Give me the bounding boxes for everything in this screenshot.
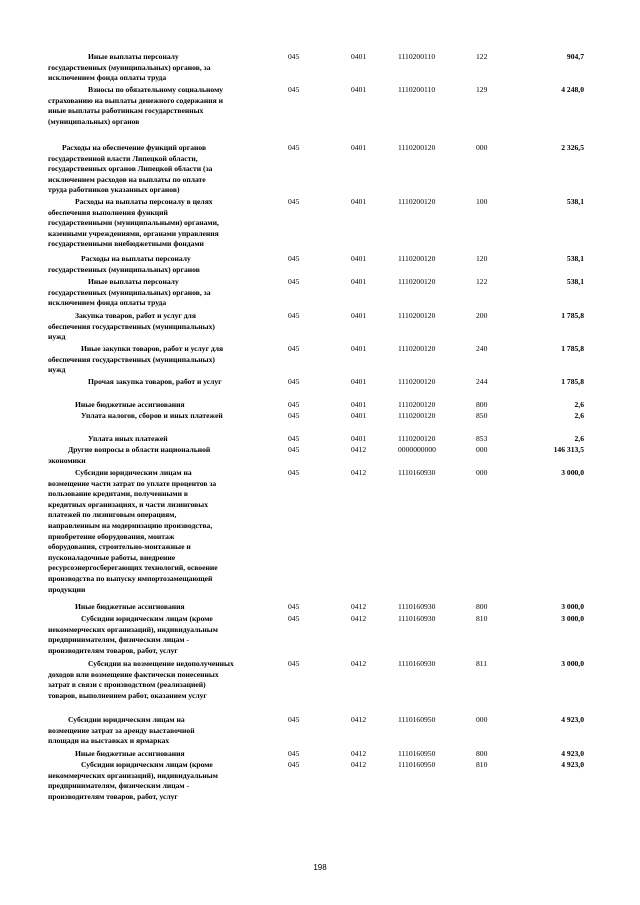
expense-type-code: 800 [476,602,488,611]
amount: 3 000,0 [561,659,584,668]
amount: 4 248,0 [561,85,584,94]
target-article-code: 1110200120 [398,377,436,386]
section-code: 0412 [351,659,367,668]
section-code: 0412 [351,445,367,454]
vedomstvo-code: 045 [288,760,300,769]
vedomstvo-code: 045 [288,468,300,477]
vedomstvo-code: 045 [288,254,300,263]
item-name: Иные бюджетные ассигнования [75,749,185,758]
target-article-code: 1110200120 [398,411,436,420]
target-article-code: 1110160950 [398,715,436,724]
target-article-code: 1110160930 [398,468,436,477]
amount: 538,1 [566,277,584,286]
item-name: Субсидии на возмещение недополученных доходов или возмещение фактически понесенных затрат в связи с производством (реализацией) товаров, выполнением работ, оказанием услуг [48,659,234,700]
target-article-code: 1110200120 [398,434,436,443]
section-code: 0401 [351,400,367,409]
amount: 1 785,8 [561,311,584,320]
vedomstvo-code: 045 [288,614,300,623]
vedomstvo-code: 045 [288,659,300,668]
target-article-code: 1110200120 [398,311,436,320]
target-article-code: 1110160930 [398,659,436,668]
item-name: Расходы на выплаты персоналу государственных (муниципальных) органов [48,254,200,274]
vedomstvo-code: 045 [288,344,300,353]
expense-type-code: 811 [476,659,488,668]
item-name: Иные выплаты персоналу государственных (муниципальных) органов, за исключением фонда оплаты труда [48,52,211,83]
section-code: 0401 [351,254,367,263]
vedomstvo-code: 045 [288,197,300,206]
vedomstvo-code: 045 [288,85,300,94]
target-article-code: 1110200110 [398,85,436,94]
amount: 3 000,0 [561,602,584,611]
amount: 4 923,0 [561,760,584,769]
item-name: Закупка товаров, работ и услуг для обеспечения государственных (муниципальных) нужд [48,311,215,342]
vedomstvo-code: 045 [288,52,300,61]
amount: 538,1 [566,197,584,206]
amount: 1 785,8 [561,377,584,386]
amount: 538,1 [566,254,584,263]
amount: 3 000,0 [561,468,584,477]
item-name: Расходы на обеспечение функций органов государственной власти Липецкой области, государственных органов Липецкой области (за исключением расходов на выплаты по оплате труда работников указанных органов) [48,143,213,195]
target-article-code: 1110200110 [398,52,436,61]
vedomstvo-code: 045 [288,400,300,409]
item-name: Другие вопросы в области национальной экономики [48,445,211,465]
target-article-code: 1110200120 [398,197,436,206]
target-article-code: 0000000000 [398,445,436,454]
expense-type-code: 000 [476,468,488,477]
expense-type-code: 800 [476,749,488,758]
vedomstvo-code: 045 [288,377,300,386]
section-code: 0401 [351,344,367,353]
amount: 2,6 [574,411,584,420]
target-article-code: 1110200120 [398,277,436,286]
page-number: 198 [313,863,327,872]
amount: 4 923,0 [561,749,584,758]
section-code: 0412 [351,614,367,623]
target-article-code: 1110200120 [398,344,436,353]
expense-type-code: 122 [476,277,488,286]
item-name: Иные выплаты персоналу государственных (муниципальных) органов, за исключением фонда оплаты труда [48,277,211,308]
section-code: 0401 [351,411,367,420]
expense-type-code: 000 [476,143,488,152]
amount: 3 000,0 [561,614,584,623]
section-code: 0412 [351,602,367,611]
item-name: Прочая закупка товаров, работ и услуг [88,377,222,386]
section-code: 0412 [351,468,367,477]
amount: 1 785,8 [561,344,584,353]
item-name: Иные бюджетные ассигнования [75,602,185,611]
expense-type-code: 120 [476,254,488,263]
target-article-code: 1110160930 [398,614,436,623]
item-name: Уплата налогов, сборов и иных платежей [81,411,223,420]
amount: 2,6 [574,434,584,443]
section-code: 0401 [351,434,367,443]
vedomstvo-code: 045 [288,445,300,454]
target-article-code: 1110160930 [398,602,436,611]
target-article-code: 1110200120 [398,143,436,152]
section-code: 0412 [351,715,367,724]
amount: 146 313,5 [553,445,584,454]
expense-type-code: 122 [476,52,488,61]
expense-type-code: 244 [476,377,488,386]
section-code: 0401 [351,377,367,386]
expense-type-code: 810 [476,760,488,769]
vedomstvo-code: 045 [288,749,300,758]
section-code: 0401 [351,311,367,320]
amount: 904,7 [566,52,584,61]
item-name: Субсидии юридическим лицам на возмещение затрат за аренду выставочной площади на выставках и ярмарках [48,715,195,746]
item-name: Взносы по обязательному социальному страхованию на выплаты денежного содержания и иные выплаты работникам государственных (муниципальных) органов [48,85,224,126]
item-name: Иные закупки товаров, работ и услуг для обеспечения государственных (муниципальных) нужд [48,344,224,375]
expense-type-code: 000 [476,445,488,454]
section-code: 0401 [351,52,367,61]
section-code: 0401 [351,143,367,152]
section-code: 0401 [351,277,367,286]
amount: 2,6 [574,400,584,409]
expense-type-code: 100 [476,197,488,206]
expense-type-code: 850 [476,411,488,420]
section-code: 0401 [351,197,367,206]
item-name: Субсидии юридическим лицам (кроме некоммерческих организаций), индивидуальным предпринимателям, физическим лицам - производителям товаров, работ, услуг [48,760,218,801]
vedomstvo-code: 045 [288,602,300,611]
item-name: Субсидии юридическим лицам (кроме некоммерческих организаций), индивидуальным предпринимателям, физическим лицам - производителям товаров, работ, услуг [48,614,218,655]
amount: 2 326,5 [561,143,584,152]
expense-type-code: 810 [476,614,488,623]
vedomstvo-code: 045 [288,434,300,443]
item-name: Иные бюджетные ассигнования [75,400,185,409]
expense-type-code: 240 [476,344,488,353]
vedomstvo-code: 045 [288,143,300,152]
target-article-code: 1110160950 [398,749,436,758]
vedomstvo-code: 045 [288,311,300,320]
vedomstvo-code: 045 [288,411,300,420]
expense-type-code: 129 [476,85,488,94]
expense-type-code: 000 [476,715,488,724]
section-code: 0412 [351,760,367,769]
expense-type-code: 800 [476,400,488,409]
item-name: Расходы на выплаты персоналу в целях обеспечения выполнения функций государственными (муниципальными) органами, казенными учреждениями, органами управления государственными внебюджетными фондами [48,197,219,249]
section-code: 0401 [351,85,367,94]
expense-type-code: 853 [476,434,488,443]
section-code: 0412 [351,749,367,758]
target-article-code: 1110200120 [398,254,436,263]
vedomstvo-code: 045 [288,715,300,724]
target-article-code: 1110200120 [398,400,436,409]
item-name: Субсидии юридическим лицам на возмещение части затрат по уплате процентов за пользование кредитами, полученными в кредитных организациях, и части лизинговых платежей по лизинговым операциям, направленным на модернизацию производства, приобретение оборудования, монтаж оборудования, строительно-монтажные и пусконаладочные работы, внедрение ресурсоэнергосберегающих технологий, освоение производства по выпуску импортозамещающей продукции [48,468,218,594]
amount: 4 923,0 [561,715,584,724]
item-name: Уплата иных платежей [88,434,168,443]
vedomstvo-code: 045 [288,277,300,286]
target-article-code: 1110160950 [398,760,436,769]
expense-type-code: 200 [476,311,488,320]
